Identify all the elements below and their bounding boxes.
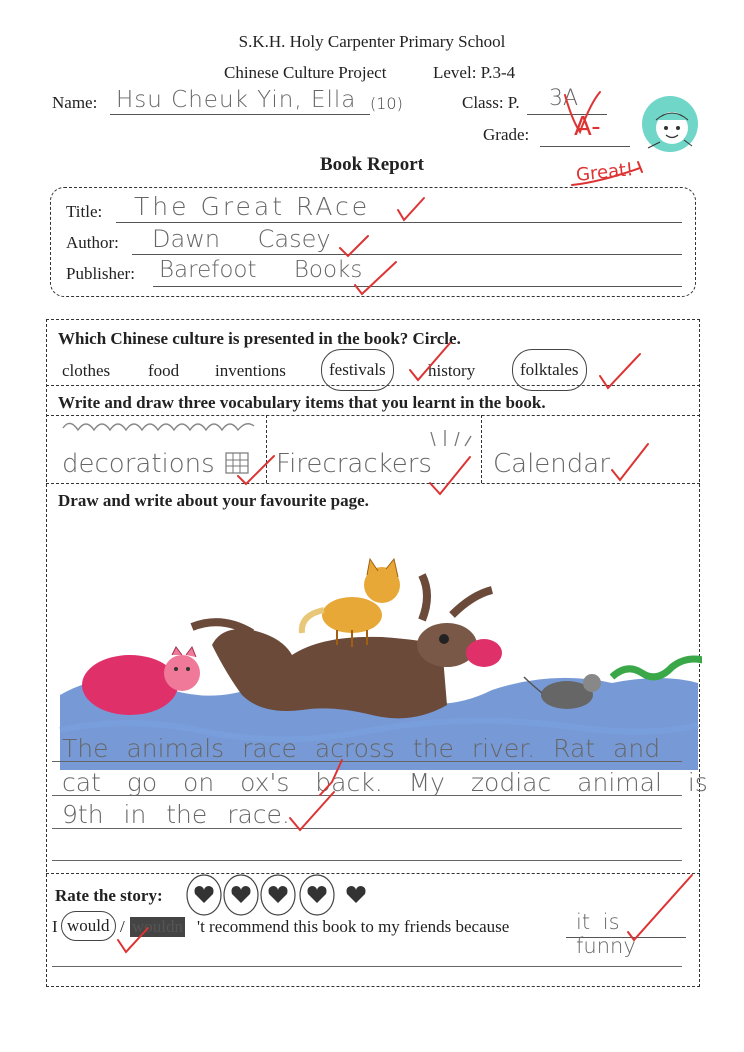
vocabulary-prompt: Write and draw three vocabulary items that you learnt in the book. <box>58 393 546 412</box>
page-title: Book Report <box>320 154 424 175</box>
favourite-line-3: 9th in the race. <box>62 800 290 829</box>
student-number: (10) <box>370 94 403 113</box>
option-festivals[interactable]: festivals <box>321 349 394 391</box>
author-label: Author: <box>66 233 119 252</box>
teacher-comment: Great! <box>575 159 635 186</box>
publisher-value: Barefoot Books <box>159 257 363 283</box>
class-value: 3A <box>549 86 579 111</box>
vocab-item-2: Firecrackers <box>276 449 432 479</box>
name-value: Hsu Cheuk Yin, Ella <box>116 87 357 113</box>
school-name: S.K.H. Holy Carpenter Primary School <box>238 32 506 51</box>
culture-question: Which Chinese culture is presented in the book? Circle. <box>58 329 461 348</box>
reason-value: it is funny <box>576 910 636 958</box>
name-label: Name: <box>52 93 98 112</box>
option-history[interactable]: history <box>428 361 476 380</box>
option-food[interactable]: food <box>148 361 180 380</box>
recommend-text: 't recommend this book to my friends because <box>197 917 510 936</box>
favourite-prompt: Draw and write about your favourite page. <box>58 491 369 510</box>
option-folktales[interactable]: folktales <box>512 349 587 391</box>
grade-label: Grade: <box>483 125 530 144</box>
grade-value: A- <box>574 112 601 142</box>
title-value: The Great RAce <box>134 192 371 221</box>
vocab-item-1: decorations <box>62 449 215 479</box>
publisher-label: Publisher: <box>66 264 135 283</box>
author-value: Dawn Casey <box>152 225 331 253</box>
option-wouldnt[interactable]: wouldn <box>132 917 183 936</box>
option-inventions[interactable]: inventions <box>215 361 286 380</box>
recommend-prefix: I <box>52 917 58 936</box>
rating-label: Rate the story: <box>55 886 163 905</box>
project-level: Level: P.3-4 <box>433 63 516 82</box>
option-slash: / <box>120 917 125 936</box>
vocab-item-3: Calendar <box>493 449 610 479</box>
class-label: Class: P. <box>462 93 520 112</box>
favourite-line-2: cat go on ox's back. My zodiac animal is <box>62 768 708 797</box>
favourite-line-1: The animals race across the river. Rat and <box>62 734 661 763</box>
option-clothes[interactable]: clothes <box>62 361 111 380</box>
option-would[interactable]: would <box>61 911 116 941</box>
project-name: Chinese Culture Project <box>224 63 387 82</box>
title-label: Title: <box>66 202 103 221</box>
